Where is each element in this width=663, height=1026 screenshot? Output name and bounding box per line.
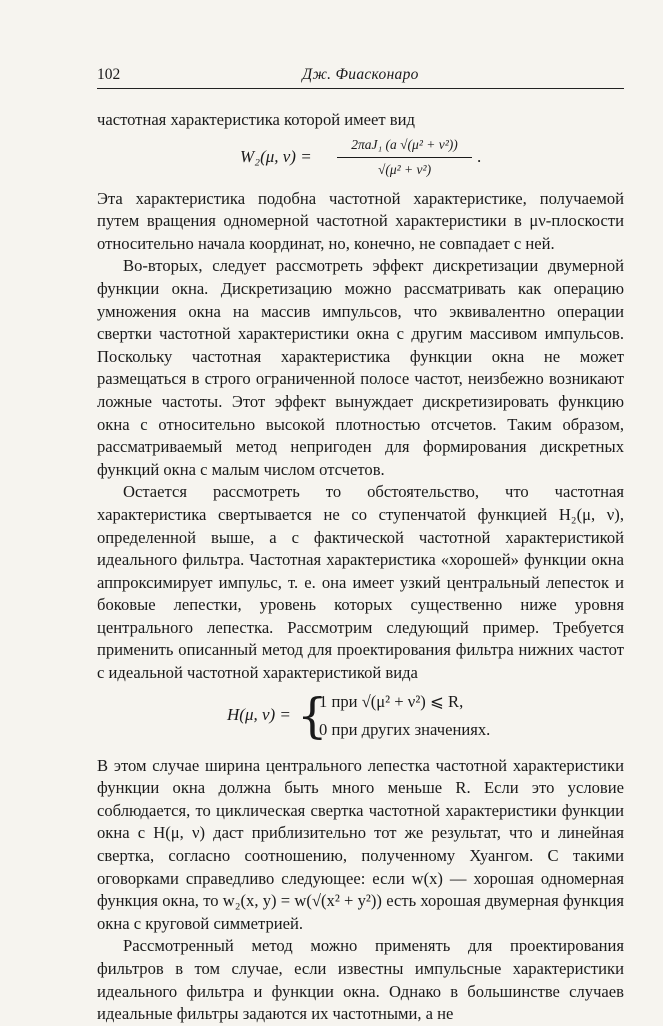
formula1-numerator: 2πaJ₁ (a √(μ² + ν²)) <box>351 136 458 152</box>
formula1-terminator: . <box>477 146 482 166</box>
running-title: Дж. Фиасконаро <box>302 66 419 83</box>
page-number: 102 <box>97 66 121 83</box>
formula2-lhs: H(μ, ν) = <box>227 704 291 724</box>
paragraph-intro: частотная характеристика которой имеет вид <box>97 110 415 129</box>
paragraph-3: Остается рассмотреть то обстоятельство, что частотная характеристика свертывается не со ступенчатой функцией H₂(μ, ν), определенной выше, а с фактической частотной характеристикой идеального фильтра. Частотная характеристика «хорошей» функции окна аппроксимирует импульс, т. е. она имеет узкий центральный лепесток и боковые лепестки, уровень которых существенно ниже уровня центрального лепестка. Рассмотрим следующий пример. Требуется применить описанный метод для проектирования фильтра нижних частот с идеальной частотной характеристикой вида <box>97 482 624 683</box>
body-text <box>97 109 624 1026</box>
fraction-bar <box>337 157 472 158</box>
page <box>97 62 624 1026</box>
paragraph-2: Во-вторых, следует рассмотреть эффект дискретизации двумерной функции окна. Дискретизацию можно рассматривать как операцию умножения окна на массив импульсов, что эквивалентно операции свертки частотной характеристики окна с другим массивом импульсов. Поскольку частотная характеристика функции окна не может размещаться в строго ограниченной полосе частот, неизбежно возникают ложные частоты. Этот эффект вынуждает дискретизировать функцию окна с относительно высокой плотностью отсчетов. Таким образом, рассматриваемый метод непригоден для формирования дискретных функций окна с малым числом отсчетов. <box>97 256 624 479</box>
paragraph-1: Эта характеристика подобна частотной характеристике, получаемой путем вращения одномерной частотной характеристики в μν-плоскости относительно начала координат, но, конечно, не совпадает с ней. <box>97 188 624 253</box>
paragraph-5: Рассмотренный метод можно применять для проектирования фильтров в том случае, если известны импульсные характеристики идеального фильтра и функции окна. Однако в большинстве случаев идеальные фильтры задаются их частотными, а не <box>97 936 624 1024</box>
paragraph-4: В этом случае ширина центрального лепестка частотной характеристики функции окна должна быть много меньше R. Если это условие соблюдается, то циклическая свертка частотной характеристики функции окна с H(μ, ν) даст приблизительно тот же результат, что и линейная свертка, согласно соотношению, полученному Хуангом. С такими оговорками справедливо следующее: если w(x) — хорошая одномерная функция окна, то w₂(x, y) = w(√(x² + y²)) есть хорошая двумерная функция окна с круговой симметрией. <box>97 755 624 933</box>
formula2-case2: 0 при других значениях. <box>319 719 491 739</box>
formula-ideal-filter <box>97 689 624 749</box>
formula1-denominator: √(μ² + ν²) <box>377 162 432 178</box>
curly-brace: { <box>297 687 328 744</box>
page-header <box>97 62 624 89</box>
formula-window-response <box>97 132 624 188</box>
formula2-case1: 1 при √(μ² + ν²) ⩽ R, <box>319 691 464 711</box>
formula1-lhs: W₂(μ, ν) = <box>240 146 312 166</box>
formula1-fraction <box>337 134 472 182</box>
